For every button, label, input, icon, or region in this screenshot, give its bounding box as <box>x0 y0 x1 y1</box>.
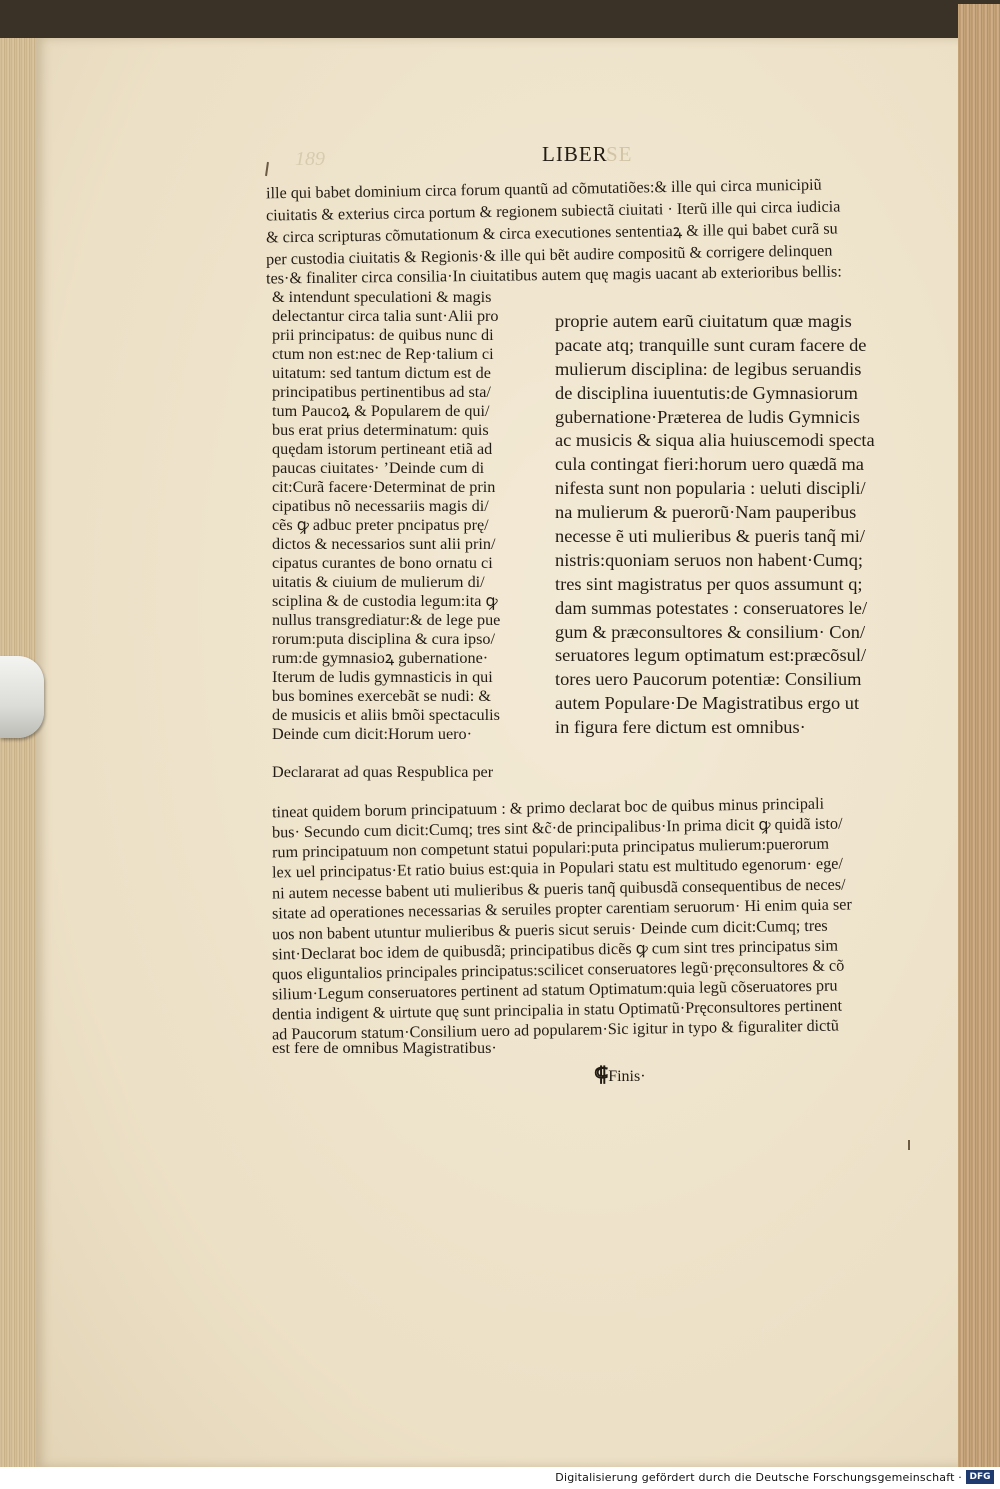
text-line-bottom-2: bus· Secundo cum dicit:Cumq; tres sint &c̃·de principalibus·In prima dicit ꝙ quidã isto/ <box>271 814 843 842</box>
left-col-line: uitatum: sed tantum dictum est de <box>272 364 491 382</box>
text-line-bottom-5: ni autem necesse babent uti mulieribus & pueris tanq̃ quibusdã consequentibus de neces/ <box>271 875 846 903</box>
text-line-bottom-9: quos eliguntalios principales principatus:scilicet conseruatores legũ·pręconsultores & cõ <box>271 956 845 984</box>
left-col-line: Deinde cum dicit:Horum uero· <box>272 725 473 743</box>
left-col-line: & intendunt speculationi & magis <box>272 288 492 306</box>
right-col-line: autem Populare·De Magistratibus ergo ut <box>555 693 860 714</box>
right-col-line: mulierum disciplina: de legibus seruandis <box>555 358 862 379</box>
dfg-logo-icon: DFG <box>966 1470 994 1484</box>
left-col-line: rum:de gymnasioꝝ gubernatione· <box>272 649 489 667</box>
left-col-line: prii principatus: de quibus nunc di <box>272 326 494 344</box>
text-line-bottom-1: tineat quidem borum principatuum : & primo declarat boc de quibus minus principali <box>271 794 825 822</box>
text-line-top-5: tes·& finaliter circa consilia·In ciuitatibus autem quę magis uacant ab exterioribus bellis: <box>265 262 842 288</box>
text-line-bottom-7: uos non babent utuntur mulieribus & pueris sicut seruis· Deinde cum dicit:Cumq; tres <box>271 916 828 944</box>
left-col-line: bus erat prius determinatum: quis <box>272 421 489 439</box>
right-col-line: proprie autem earũ ciuitatum quæ magis <box>555 311 852 331</box>
text-line-bottom-8: sint·Declarat boc idem de quibusdã; principatibus dicẽs ꝙ cum sint tres principatus sim <box>271 936 839 964</box>
paragraph-mark-icon: ⸿ <box>594 1064 609 1086</box>
running-header-bleed: SE <box>606 142 633 166</box>
left-col-line: tum Paucoꝝ & Popularem de qui/ <box>272 402 490 420</box>
left-col-line: cipatibus nõ necessariis magis di/ <box>272 497 489 515</box>
finis-mark <box>594 1060 646 1087</box>
right-col-line: in figura fere dictum est omnibus· <box>555 717 806 738</box>
right-col-line: necesse ẽ uti mulieribus & pueris tanq̃ mi/ <box>555 526 866 547</box>
page-tab-marker <box>0 656 44 738</box>
left-col-line: quędam istorum pertineant etiã ad <box>272 440 493 458</box>
left-col-line: nullus transgrediatur:& de lege pue <box>272 611 501 629</box>
right-col-line: gubernatione·Præterea de ludis Gymnicis <box>555 406 860 427</box>
left-col-line: uitatis & ciuium de mulierum di/ <box>272 573 485 591</box>
left-col-line: Declararat ad quas Respublica per <box>272 763 494 781</box>
right-col-line: de disciplina iuuentutis:de Gymnasiorum <box>555 382 858 403</box>
right-col-line: dam summas potestates : conseruatores le/ <box>555 597 868 618</box>
left-col-line: dictos & necessarios sunt alii prin/ <box>272 535 496 553</box>
left-col-line: delectantur circa talia sunt·Alii pro <box>272 307 499 325</box>
left-col-line: ctum non est:nec de Rep·talium ci <box>272 345 494 363</box>
left-col-line: paucas ciuitates· ʼDeinde cum di <box>272 459 485 477</box>
right-col-line: cula contingat fieri:horum uero quædã ma <box>555 454 864 475</box>
left-col-line: de musicis et aliis bmõi spectaculis <box>272 706 500 724</box>
footer-bar <box>0 1467 1000 1489</box>
text-line-bottom-6: sitate ad operationes necessarias & seruiles propter carentiam seruorum· Hi enim quia ser <box>271 895 852 923</box>
right-col-line: seruatores legum optimatum est:præcõsul/ <box>555 645 867 666</box>
left-col-line: principatibus pertinentibus ad sta/ <box>272 383 491 401</box>
right-col-line: nistris:quoniam seruos non habent·Cumq; <box>555 549 864 570</box>
left-col-line: Iterum de ludis gymnasticis in qui <box>272 668 493 686</box>
text-line-bottom-3: rum principatuum non competunt statui populari:puta principatus mulierum:puerorum <box>271 834 830 862</box>
left-col-line: cipatus curantes de bono ornatu ci <box>272 554 493 572</box>
text-line-bottom-10: silium·Legum conseruatores pertinent ad statum Optimatum:quia legũ cõseruatores pru <box>271 976 838 1004</box>
right-col-line: pacate atq; tranquille sunt curam facere de <box>555 334 867 355</box>
right-col-line: nifesta sunt non popularia : ueluti discipli/ <box>555 478 866 499</box>
text-line-bottom-4: lex uel principatus·Et ratio buius est:quia in Populari statu est multitudo egenorum· ege/ <box>271 854 844 882</box>
left-col-line: cẽs ꝙ adbuc preter pncipatus prę/ <box>272 516 489 534</box>
left-page-edges <box>0 38 40 1467</box>
right-col-line: tores uero Paucorum potentiæ: Consilium <box>555 669 862 690</box>
text-line-top-1: ille qui babet dominium circa forum quantũ ad cõmutatiões:& ille qui circa municipiũ <box>265 175 822 203</box>
right-col-line: na mulierum & puerorũ·Nam pauperibus <box>555 502 857 523</box>
text-line-top-2: ciuitatis & exterius circa portum & regionem subiectã ciuitati · Iterũ ille qui circa iudicia <box>265 197 841 225</box>
right-col-line: ac musicis & siqua alia huiuscemodi specta <box>555 430 875 451</box>
finis-label: Finis· <box>608 1068 646 1085</box>
funding-credit: Digitalisierung gefördert durch die Deutsche Forschungsgemeinschaft · <box>555 1471 962 1484</box>
folio-number-bleed: 189 <box>295 148 325 170</box>
text-line-bottom-11: dentia indigent & uirtute quę sunt principalia in statu Optimatũ·Pręconsultores pertinent <box>271 996 843 1024</box>
text-line-bottom-13: est fere de omnibus Magistratibus· <box>272 1039 497 1057</box>
left-col-line: cit:Curã facere·Determinat de prin <box>272 478 496 496</box>
text-line-bottom-12: ad Paucorum statum·Consilium uero ad popularem·Sic igitur in typo & figuraliter dictũ <box>271 1016 840 1044</box>
left-col-line: rorum:puta disciplina & cura ipso/ <box>272 630 495 648</box>
right-col-line: tres sint magistratus per quos assumunt q; <box>555 573 863 594</box>
left-col-line: bus bomines exercebãt se nudi: & <box>272 687 491 705</box>
right-page-edges <box>958 4 1000 1467</box>
running-header: LIBER <box>542 142 608 166</box>
text-line-top-4: per custodia ciuitatis & Regionis·& ille qui bẽt audire compositũ & corrigere delinquen <box>265 241 833 269</box>
margin-mark <box>908 1140 910 1150</box>
right-col-line: gum & præconsultores & consilium· Con/ <box>555 621 866 642</box>
text-line-top-3: & circa scripturas cõmutationum & circa executiones sententiaꝝ & ille qui babet curã su <box>265 219 838 247</box>
right-column <box>555 310 915 740</box>
left-col-line: sciplina & de custodia legum:ita ꝙ <box>272 592 498 610</box>
